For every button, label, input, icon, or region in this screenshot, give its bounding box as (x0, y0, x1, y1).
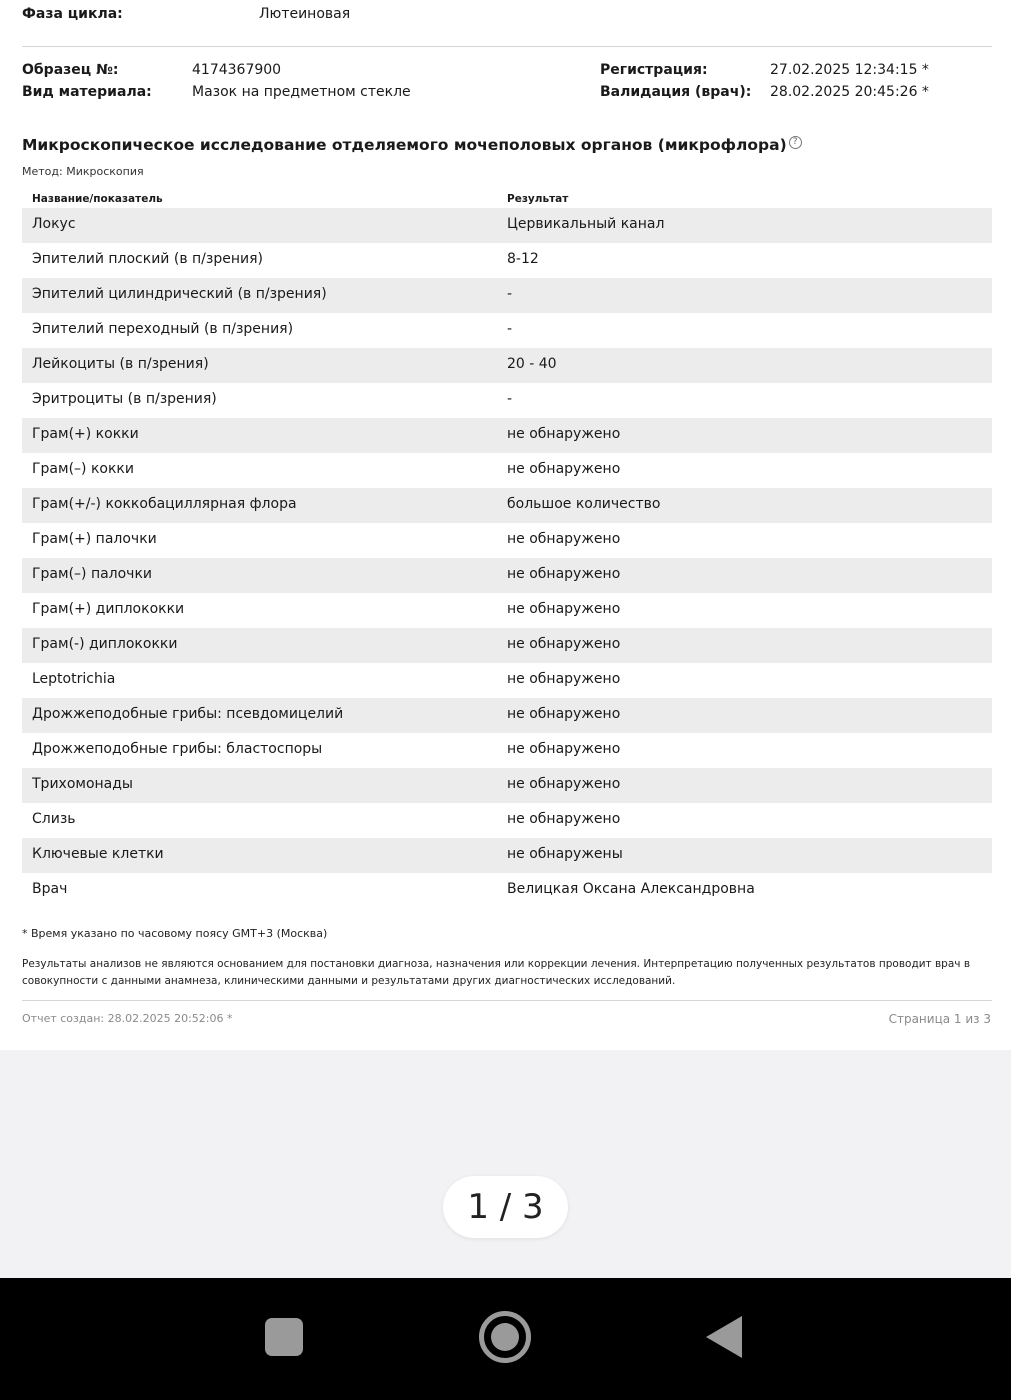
row-result: Цервикальный канал (507, 216, 665, 232)
help-icon[interactable]: ? (789, 136, 802, 149)
row-name: Эпителий плоский (в п/зрения) (32, 251, 263, 267)
row-result: не обнаружено (507, 531, 621, 547)
row-result: - (507, 391, 513, 407)
table-row (22, 558, 992, 593)
row-result: не обнаружено (507, 636, 621, 652)
row-name: Локус (32, 216, 76, 232)
row-name: Эпителий цилиндрический (в п/зрения) (32, 286, 327, 302)
table-row (22, 453, 992, 488)
section-title-text: Микроскопическое исследование отделяемого мочеполовых органов (микрофлора) (22, 136, 787, 154)
table-row (22, 698, 992, 733)
row-name: Лейкоциты (в п/зрения) (32, 356, 209, 372)
table-row (22, 208, 992, 243)
row-result: не обнаружено (507, 426, 621, 442)
row-name: Ключевые клетки (32, 846, 164, 862)
timezone-note: * Время указано по часовому поясу GMT+3 (Москва) (22, 927, 328, 940)
table-row (22, 278, 992, 313)
row-name: Грам(–) кокки (32, 461, 134, 477)
column-header-result: Результат (507, 193, 569, 205)
table-row (22, 243, 992, 278)
divider (22, 46, 992, 47)
row-name: Грам(–) палочки (32, 566, 153, 582)
section-title (22, 136, 802, 154)
row-name: Слизь (32, 811, 76, 827)
table-body (22, 208, 992, 908)
back-triangle-icon[interactable] (706, 1316, 742, 1358)
table-row (22, 313, 992, 348)
row-result: не обнаружено (507, 671, 621, 687)
table-row (22, 873, 992, 908)
sample-number-value: 4174367900 (192, 62, 282, 78)
row-name: Эритроциты (в п/зрения) (32, 391, 217, 407)
row-name: Грам(+) диплококки (32, 601, 185, 617)
row-name: Грам(-) диплококки (32, 636, 178, 652)
results-table (22, 190, 992, 908)
table-row (22, 593, 992, 628)
row-result: не обнаружено (507, 601, 621, 617)
row-result: большое количество (507, 496, 661, 512)
row-result: 8-12 (507, 251, 539, 267)
table-row (22, 488, 992, 523)
row-name: Врач (32, 881, 68, 897)
cycle-phase-value: Лютеиновая (259, 6, 351, 22)
table-row (22, 523, 992, 558)
disclaimer: Результаты анализов не являются основанием для постановки диагноза, назначения или коррекции лечения. Интерпретацию полученных результатов проводит врач в совокупности с данными анамнеза, клиническими данными и результатами других диагностических исследований. (22, 958, 971, 987)
footer-divider (22, 1000, 992, 1001)
table-row (22, 803, 992, 838)
method-label: Метод: Микроскопия (22, 165, 144, 178)
table-row (22, 348, 992, 383)
home-circle-icon[interactable] (479, 1311, 531, 1363)
table-row (22, 838, 992, 873)
system-navigation-bar (0, 1278, 1011, 1400)
material-label: Вид материала: (22, 84, 152, 100)
table-row (22, 733, 992, 768)
validation-label: Валидация (врач): (600, 84, 752, 100)
page-indicator: 1 / 3 (443, 1176, 568, 1238)
row-result: не обнаружено (507, 776, 621, 792)
row-result: - (507, 286, 513, 302)
row-name: Эпителий переходный (в п/зрения) (32, 321, 294, 337)
table-row (22, 628, 992, 663)
column-header-name: Название/показатель (32, 193, 163, 205)
table-row (22, 418, 992, 453)
cycle-phase-label: Фаза цикла: (22, 6, 123, 22)
row-name: Leptotrichia (32, 671, 116, 687)
row-result: не обнаружено (507, 461, 621, 477)
recents-square-icon[interactable] (265, 1318, 303, 1356)
row-name: Дрожжеподобные грибы: бластоспоры (32, 741, 323, 757)
row-result: не обнаружено (507, 566, 621, 582)
table-row (22, 383, 992, 418)
registration-label: Регистрация: (600, 62, 708, 78)
table-header (22, 190, 992, 208)
row-name: Трихомонады (32, 776, 133, 792)
table-row (22, 663, 992, 698)
row-result: не обнаружено (507, 706, 621, 722)
validation-value: 28.02.2025 20:45:26 * (770, 84, 929, 100)
row-result: не обнаружено (507, 741, 621, 757)
page-number: Страница 1 из 3 (888, 1012, 991, 1026)
row-result: - (507, 321, 513, 337)
row-name: Дрожжеподобные грибы: псевдомицелий (32, 706, 344, 722)
row-name: Грам(+) кокки (32, 426, 139, 442)
report-created: Отчет создан: 28.02.2025 20:52:06 * (22, 1012, 233, 1025)
row-result: 20 - 40 (507, 356, 557, 372)
row-result: не обнаружены (507, 846, 623, 862)
sample-info (22, 62, 992, 110)
row-result: Велицкая Оксана Александровна (507, 881, 755, 897)
registration-value: 27.02.2025 12:34:15 * (770, 62, 929, 78)
table-row (22, 768, 992, 803)
sample-number-label: Образец №: (22, 62, 119, 78)
row-result: не обнаружено (507, 811, 621, 827)
row-name: Грам(+/-) коккобациллярная флора (32, 496, 297, 512)
material-value: Мазок на предметном стекле (192, 84, 411, 100)
row-name: Грам(+) палочки (32, 531, 157, 547)
